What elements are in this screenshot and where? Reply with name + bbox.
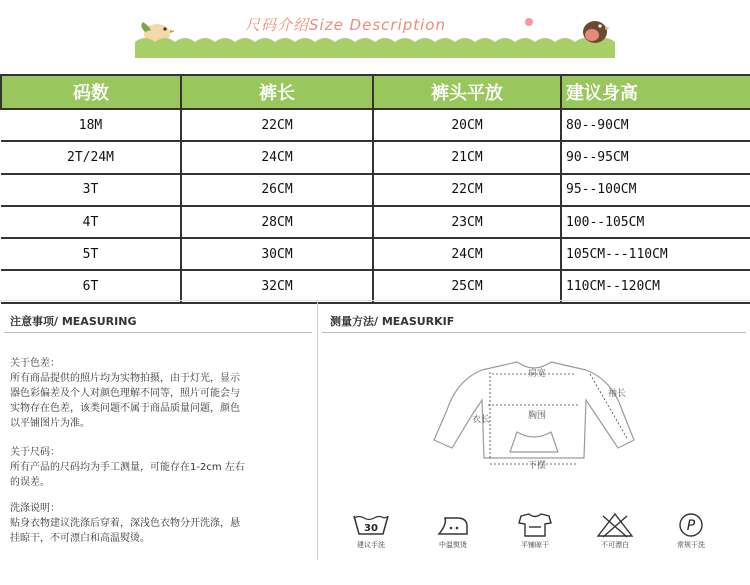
suggested-height-cell: 105CM---110CM [561,238,750,270]
size-cell: 6T [1,270,181,302]
pants-length-cell: 24CM [181,141,373,173]
care-label: 常规干洗 [677,541,705,549]
notes-title: 注意事项/ MEASURING [10,315,137,328]
care-item [656,512,726,550]
suggested-height-cell: 110CM--120CM [561,270,750,302]
banner [135,8,615,58]
header-size: 码数 [1,75,181,109]
iron-medium-icon [433,512,473,538]
length-label: 衣长 [472,415,491,425]
chest-label: 胸围 [528,411,547,421]
flower-icon [525,18,533,26]
header-waist-flat: 裤头平放 [373,75,561,109]
care-label: 建议手洗 [357,541,385,549]
wash-note [10,501,310,546]
color-note-line: 实物存在色差，该类问题不属于商品质量问题，颜色 [10,403,240,414]
dry-clean-icon [671,512,711,538]
size-note-title: 关于尺码： [10,447,60,458]
color-note-line: 以平铺图片为准。 [10,418,90,429]
measure-title: 测量方法/ MEASURKIF [330,315,455,328]
size-cell: 2T/24M [1,141,181,173]
measure-diagram [322,340,746,510]
size-cell: 3T [1,174,181,206]
wash-note-title: 洗涤说明： [10,503,60,514]
suggested-height-cell: 95--100CM [561,174,750,206]
size-table [0,74,750,304]
measure-title-rule [322,332,746,333]
pants-length-cell: 28CM [181,206,373,238]
size-note-line: 的误差。 [10,477,50,488]
size-note-line: 所有产品的尺码均为手工测量，可能存在1-2cm 左右 [10,462,245,473]
table-header-row [1,75,750,109]
size-cell: 18M [1,109,181,141]
panel-divider [317,302,318,560]
care-label: 中温熨烫 [439,541,467,549]
color-note-line: 器色彩偏差及个人对颜色理解不同等，照片可能会与 [10,388,240,399]
table-row [1,174,750,206]
suggested-height-cell: 90--95CM [561,141,750,173]
table-row [1,270,750,302]
care-item [336,512,406,550]
dry-flat-icon [515,512,555,538]
wash-temperature: 30 [364,523,378,534]
size-cell: 4T [1,206,181,238]
table-row [1,109,750,141]
banner-title: 尺码介绍Size Description [245,16,446,34]
color-note [10,356,310,431]
pants-length-cell: 32CM [181,270,373,302]
table-row [1,206,750,238]
color-note-title: 关于色差： [10,358,60,369]
notes-title-rule [4,332,312,333]
bird-right-icon [575,10,615,50]
waist-flat-cell: 23CM [373,206,561,238]
wash-30-icon [351,512,391,538]
suggested-height-cell: 80--90CM [561,109,750,141]
size-note [10,445,310,490]
table-row [1,141,750,173]
waist-flat-cell: 20CM [373,109,561,141]
care-item [580,512,650,550]
dry-clean-letter: P [686,518,696,534]
care-label: 不可漂白 [601,541,629,549]
waist-flat-cell: 25CM [373,270,561,302]
wash-note-line: 挂晾干，不可漂白和高温熨烫。 [10,533,150,544]
pants-length-cell: 22CM [181,109,373,141]
shoulder-label: 肩宽 [528,369,547,379]
size-cell: 5T [1,238,181,270]
no-bleach-icon [595,512,635,538]
waist-flat-cell: 22CM [373,174,561,206]
care-label: 平铺晾干 [521,541,549,549]
pants-length-cell: 26CM [181,174,373,206]
table-row [1,238,750,270]
section-divider [0,300,750,301]
header-suggested-height: 建议身高 [561,75,750,109]
wash-note-line: 贴身衣物建议洗涤后穿着，深浅色衣物分开洗涤，悬 [10,518,240,529]
pants-length-cell: 30CM [181,238,373,270]
waist-flat-cell: 21CM [373,141,561,173]
hem-label: 下摆 [528,461,547,471]
sleeve-label: 袖长 [608,389,627,399]
care-item [500,512,570,550]
waist-flat-cell: 24CM [373,238,561,270]
header-pants-length: 裤长 [181,75,373,109]
lace-border [135,34,615,58]
care-item [418,512,488,550]
color-note-line: 所有商品提供的照片均为实物拍摄，由于灯光，显示 [10,373,240,384]
suggested-height-cell: 100--105CM [561,206,750,238]
